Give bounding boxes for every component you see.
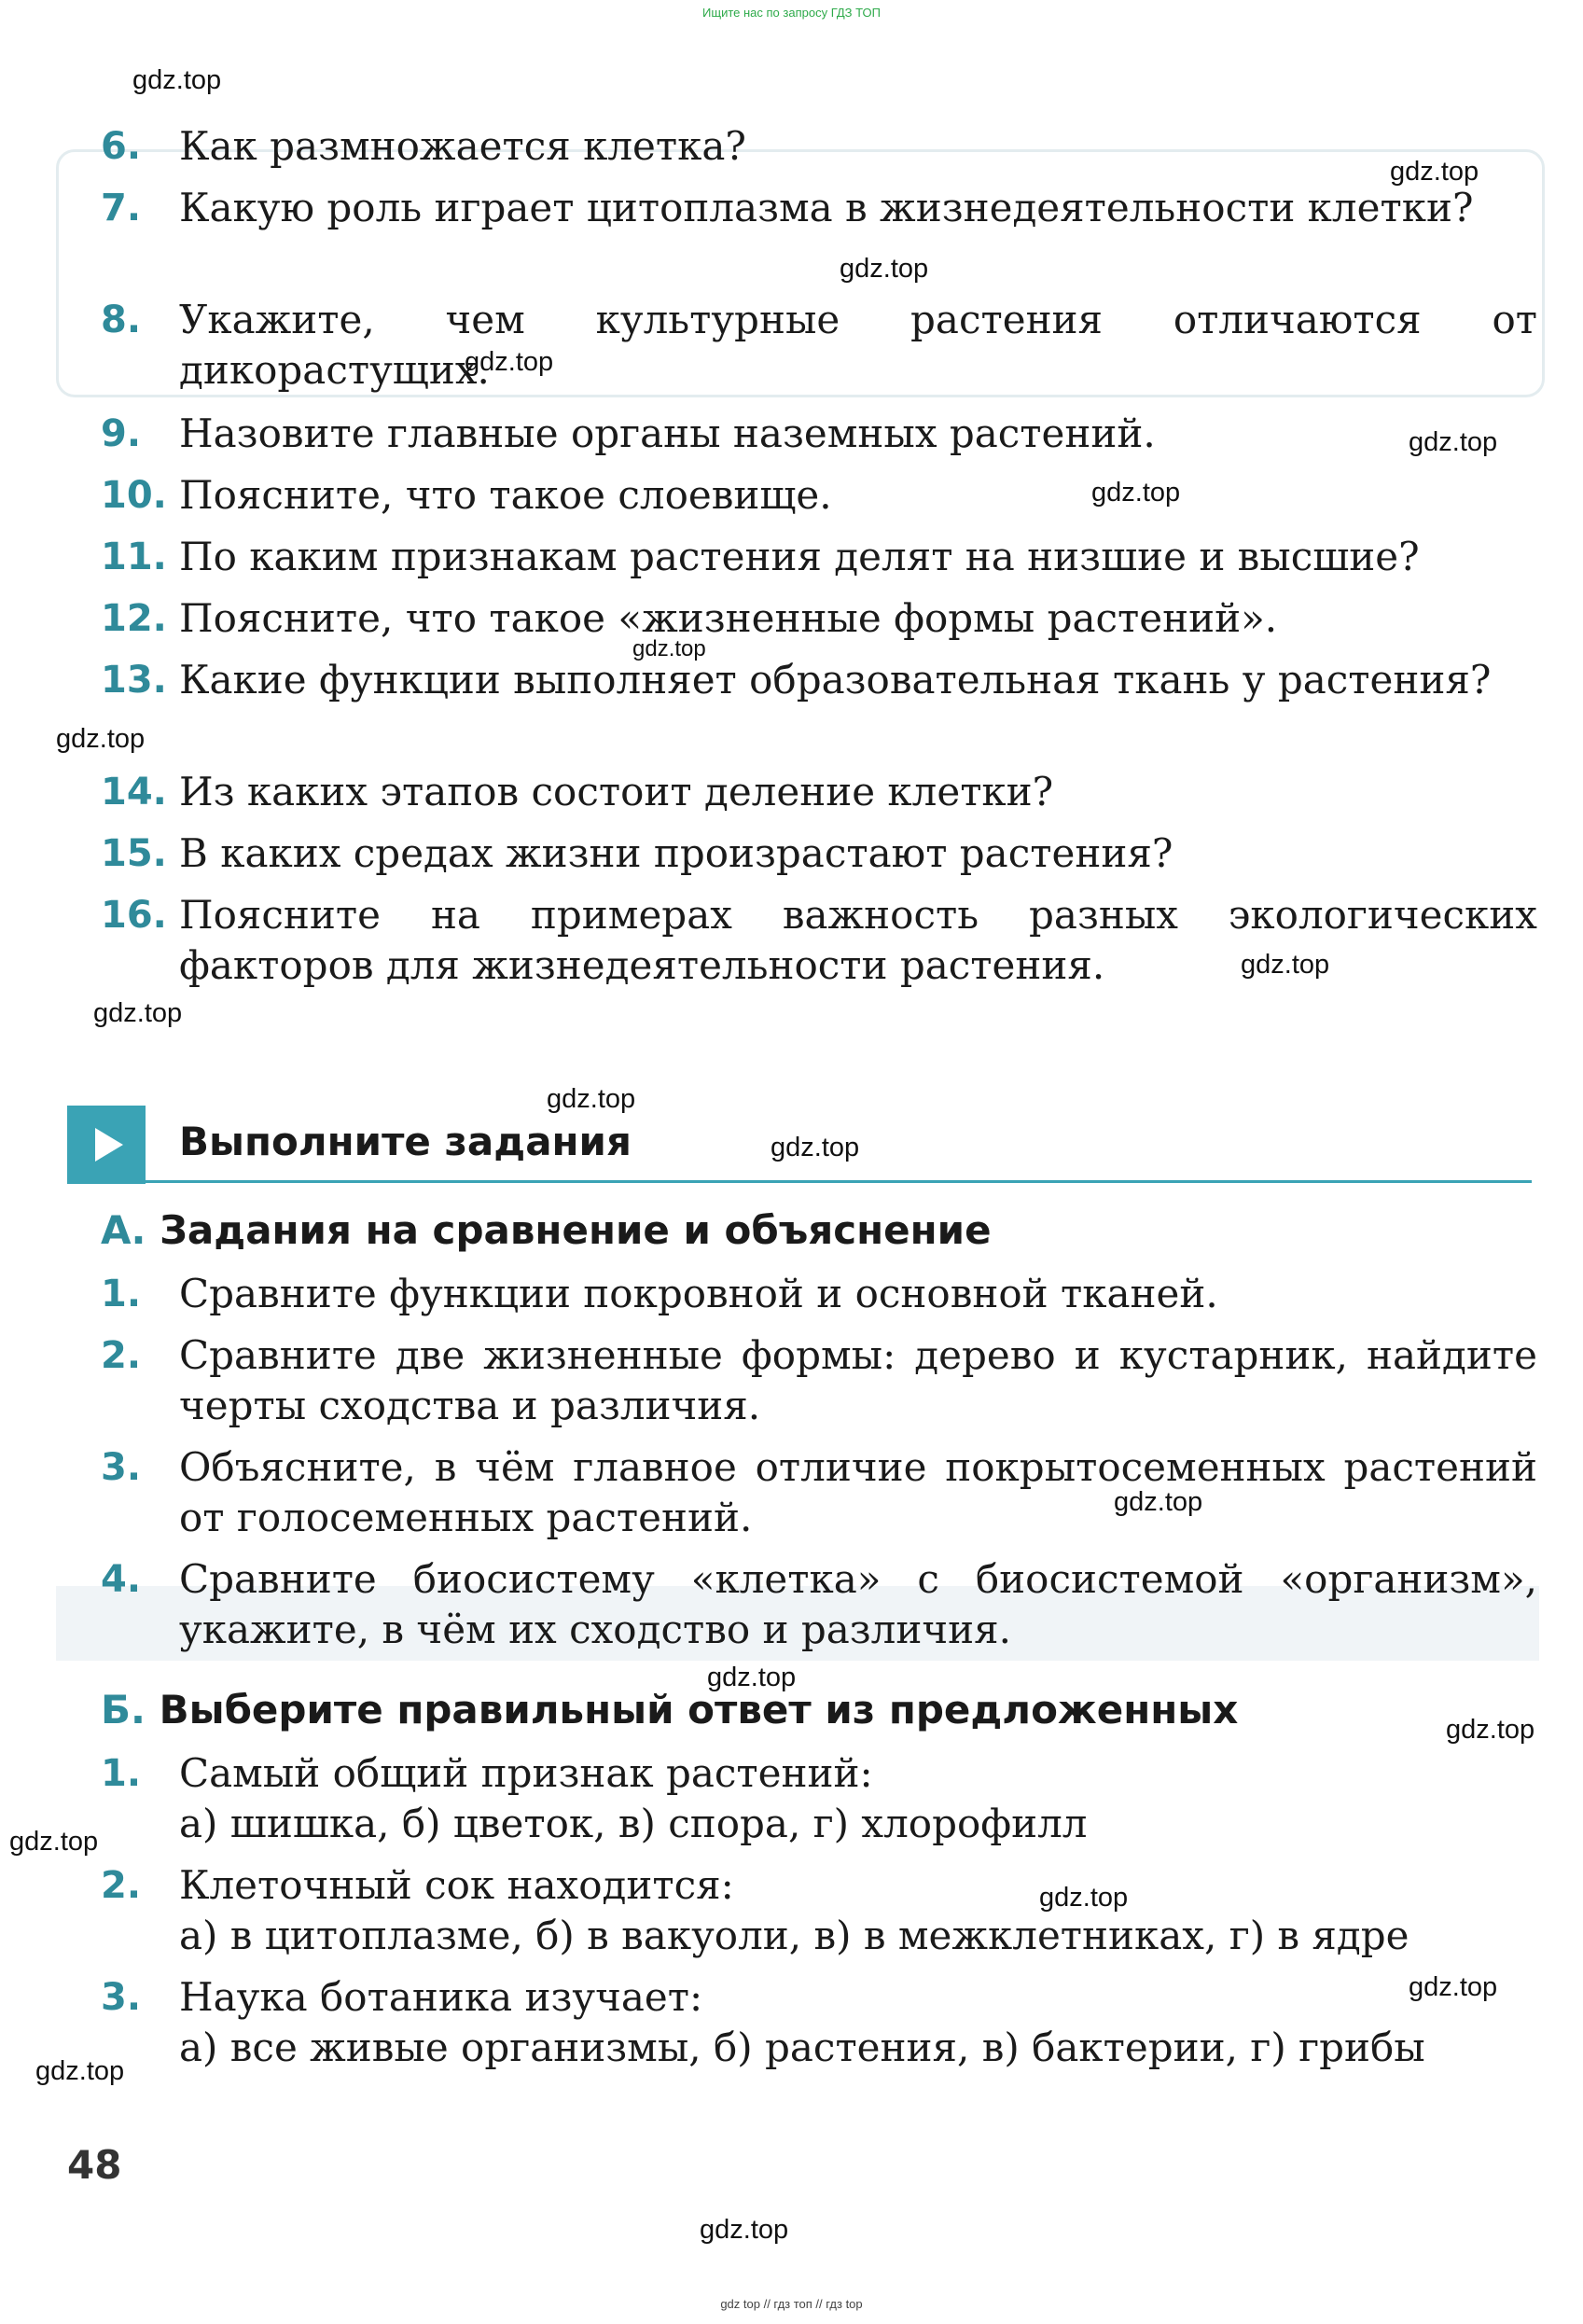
question-number: 7. (101, 187, 142, 230)
question-text: В каких средах жизни произрастают растения? (179, 830, 1173, 876)
question-text: Как размножается клетка? (179, 123, 746, 169)
watermark: gdz.top (93, 998, 183, 1028)
question-number: 15. (101, 832, 167, 875)
question-item (101, 828, 1537, 879)
watermark: gdz.top (132, 65, 222, 95)
test-answers: а) в цитоплазме, б) в вакуоли, в) в межклетниках, г) в ядре (179, 1913, 1409, 1958)
watermark: gdz.top (465, 347, 554, 377)
task-text: Объясните, в чём главное отличие покрытосеменных растений от голосеменных растений. (179, 1444, 1537, 1540)
section-b-title: Выберите правильный ответ из предложенных (159, 1687, 1239, 1733)
test-item (101, 1748, 1537, 1799)
section-b-letter: Б. (101, 1687, 146, 1733)
section-a-heading (101, 1207, 992, 1253)
watermark: gdz.top (1114, 1487, 1203, 1517)
question-number: 13. (101, 659, 167, 702)
task-number: 4. (101, 1558, 142, 1601)
question-number: 11. (101, 536, 167, 578)
question-text: Поясните, что такое слоевище. (179, 472, 832, 518)
task-item (101, 1269, 1537, 1319)
question-number: 16. (101, 894, 167, 937)
watermark: gdz.top (1241, 950, 1330, 980)
watermark: gdz.top (632, 636, 706, 661)
watermark: gdz.top (700, 2215, 789, 2245)
watermark: gdz.top (1409, 427, 1498, 457)
question-text: Какие функции выполняет образовательная ткань у растения? (179, 657, 1492, 703)
question-number: 12. (101, 597, 167, 640)
test-number: 3. (101, 1976, 142, 2019)
question-number: 8. (101, 299, 142, 341)
watermark: gdz.top (707, 1663, 797, 1692)
page-number: 48 (67, 2142, 122, 2188)
watermark: gdz.top (1039, 1883, 1129, 1913)
question-item (101, 655, 1537, 705)
question-text: Из каких этапов состоит деление клетки? (179, 769, 1054, 814)
watermark: gdz.top (1390, 157, 1479, 187)
question-item (101, 767, 1537, 817)
question-text: По каким признакам растения делят на низшие и высшие? (179, 534, 1420, 579)
play-icon (67, 1106, 146, 1184)
section-b-heading (101, 1687, 1238, 1733)
question-item (101, 121, 1537, 172)
question-number: 14. (101, 771, 167, 814)
tasks-title: Выполните задания (179, 1119, 632, 1164)
test-question: Клеточный сок находится: (179, 1862, 734, 1908)
question-text: Какую роль играет цитоплазма в жизнедеятельности клетки? (179, 185, 1474, 230)
test-answers: а) шишка, б) цветок, в) спора, г) хлорофилл (179, 1801, 1088, 1846)
test-answers: а) все живые организмы, б) растения, в) бактерии, г) грибы (179, 2025, 1425, 2070)
task-number: 2. (101, 1334, 142, 1377)
test-item (101, 1860, 1537, 1911)
task-text: Сравните биосистему «клетка» с биосистемой «организм», укажите, в чём их сходство и различия. (179, 1556, 1537, 1652)
watermark: gdz.top (9, 1827, 99, 1857)
watermark: gdz.top (840, 254, 929, 284)
question-number: 9. (101, 412, 142, 455)
watermark: gdz.top (771, 1133, 860, 1162)
task-number: 1. (101, 1273, 142, 1315)
section-a-letter: А. (101, 1207, 146, 1253)
question-item (101, 470, 1537, 521)
watermark: gdz.top (56, 724, 146, 754)
top-banner: Ищите нас по запросу ГДЗ ТОП (702, 6, 881, 20)
watermark: gdz.top (1446, 1715, 1535, 1745)
question-text: Поясните на примерах важность разных экологических факторов для жизнедеятельности растения. (179, 892, 1537, 988)
question-number: 10. (101, 474, 167, 517)
test-item (101, 1972, 1537, 2023)
task-item (101, 1442, 1537, 1543)
question-text: Назовите главные органы наземных растений. (179, 411, 1156, 456)
question-item (101, 593, 1537, 644)
test-question: Самый общий признак растений: (179, 1750, 873, 1796)
question-item (101, 295, 1537, 396)
question-text: Поясните, что такое «жизненные формы растений». (179, 595, 1278, 641)
watermark: gdz.top (1409, 1972, 1498, 2002)
question-item (101, 409, 1537, 459)
task-number: 3. (101, 1446, 142, 1489)
section-a-title: Задания на сравнение и объяснение (160, 1207, 992, 1253)
test-number: 2. (101, 1864, 142, 1907)
task-text: Сравните две жизненные формы: дерево и кустарник, найдите черты сходства и различия. (179, 1332, 1537, 1428)
watermark: gdz.top (1091, 478, 1181, 508)
test-question: Наука ботаника изучает: (179, 1974, 703, 2020)
question-text: Укажите, чем культурные растения отличаются от дикорастущих. (179, 297, 1537, 393)
bottom-banner: gdz top // гдз топ // гдз top (720, 2297, 863, 2311)
watermark: gdz.top (35, 2056, 125, 2086)
test-number: 1. (101, 1752, 142, 1795)
task-item (101, 1554, 1537, 1655)
header-rule (146, 1180, 1532, 1183)
task-text: Сравните функции покровной и основной тканей. (179, 1271, 1218, 1316)
question-item (101, 532, 1537, 582)
question-item (101, 183, 1537, 233)
task-item (101, 1330, 1537, 1431)
watermark: gdz.top (547, 1084, 636, 1114)
question-number: 6. (101, 125, 142, 168)
